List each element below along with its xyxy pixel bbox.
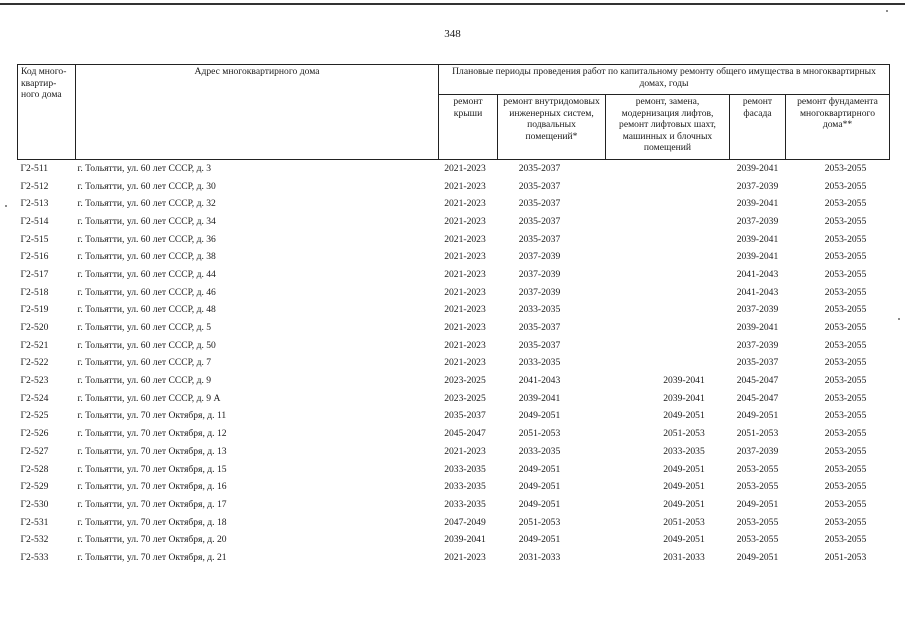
house-code-cell: Г2-514	[20, 215, 49, 227]
foundation-period-cell: 2053-2055	[824, 322, 867, 334]
address-cell: г. Тольятти, ул. 60 лет СССР, д. 9 А	[77, 392, 221, 404]
foundation-period-cell: 2053-2055	[824, 251, 867, 263]
table-row	[18, 425, 890, 443]
table-row	[18, 478, 890, 496]
roof-period-cell: 2035-2037	[444, 410, 486, 422]
roof-period-cell: 2021-2023	[444, 268, 486, 280]
lift-period-cell	[606, 160, 730, 178]
engineering-period-cell: 2049-2051	[518, 481, 561, 493]
scan-speck	[898, 318, 900, 320]
table-row	[18, 302, 890, 320]
facade-period-cell: 2045-2047	[736, 392, 779, 404]
roof-period-cell: 2033-2035	[444, 481, 486, 493]
foundation-period-cell: 2053-2055	[824, 304, 867, 316]
lift-period-cell: 2049-2051	[663, 463, 705, 475]
roof-period-cell: 2045-2047	[444, 428, 486, 440]
house-code-cell: Г2-519	[20, 304, 49, 316]
address-cell: г. Тольятти, ул. 70 лет Октября, д. 13	[77, 445, 227, 457]
engineering-period-cell: 2037-2039	[518, 268, 561, 280]
roof-period-cell: 2021-2023	[444, 215, 486, 227]
facade-period-cell: 2045-2047	[736, 375, 779, 387]
header-house-code: Код много-квартир-ного дома	[18, 65, 76, 160]
engineering-period-cell: 2035-2037	[518, 339, 561, 351]
foundation-period-cell: 2053-2055	[824, 463, 867, 475]
roof-period-cell: 2021-2023	[444, 445, 486, 457]
address-cell: г. Тольятти, ул. 60 лет СССР, д. 30	[77, 180, 216, 192]
table-row	[18, 178, 890, 196]
foundation-period-cell: 2053-2055	[824, 339, 867, 351]
engineering-period-cell: 2035-2037	[518, 233, 561, 245]
lift-period-cell	[606, 319, 730, 337]
facade-period-cell: 2041-2043	[736, 286, 779, 298]
engineering-period-cell: 2041-2043	[518, 375, 561, 387]
foundation-period-cell: 2053-2055	[824, 375, 867, 387]
roof-period-cell: 2023-2025	[444, 392, 486, 404]
house-code-cell: Г2-517	[20, 268, 49, 280]
facade-period-cell: 2039-2041	[736, 198, 779, 210]
address-cell: г. Тольятти, ул. 70 лет Октября, д. 12	[77, 428, 227, 440]
lift-period-cell: 2049-2051	[663, 410, 705, 422]
roof-period-cell: 2023-2025	[444, 375, 486, 387]
lift-period-cell	[606, 195, 730, 213]
address-cell: г. Тольятти, ул. 60 лет СССР, д. 36	[77, 233, 216, 245]
roof-period-cell: 2021-2023	[444, 339, 486, 351]
page-number: 348	[444, 28, 461, 40]
address-cell: г. Тольятти, ул. 70 лет Октября, д. 21	[77, 551, 227, 563]
header-engineering-systems-repair: ремонт внутридомовых инженерных систем, подвальных помещений*	[498, 95, 606, 160]
facade-period-cell: 2037-2039	[736, 339, 779, 351]
roof-period-cell: 2033-2035	[444, 463, 486, 475]
facade-period-cell: 2053-2055	[736, 534, 779, 546]
engineering-period-cell: 2035-2037	[518, 322, 561, 334]
lift-period-cell: 2051-2053	[663, 428, 705, 440]
house-code-cell: Г2-513	[20, 198, 49, 210]
table-row	[18, 514, 890, 532]
address-cell: г. Тольятти, ул. 60 лет СССР, д. 5	[77, 322, 212, 334]
scan-top-border-line	[0, 3, 905, 5]
house-code-cell: Г2-520	[20, 322, 49, 334]
lift-period-cell	[606, 302, 730, 320]
foundation-period-cell: 2053-2055	[824, 198, 867, 210]
foundation-period-cell: 2053-2055	[824, 286, 867, 298]
table-row	[18, 390, 890, 408]
engineering-period-cell: 2033-2035	[518, 304, 561, 316]
foundation-period-cell: 2053-2055	[824, 410, 867, 422]
facade-period-cell: 2041-2043	[736, 268, 779, 280]
roof-period-cell: 2033-2035	[444, 498, 486, 510]
house-code-cell: Г2-522	[20, 357, 49, 369]
house-code-cell: Г2-511	[20, 162, 49, 174]
facade-period-cell: 2039-2041	[736, 322, 779, 334]
address-cell: г. Тольятти, ул. 60 лет СССР, д. 38	[77, 251, 216, 263]
table-header	[18, 65, 890, 160]
facade-period-cell: 2053-2055	[736, 463, 779, 475]
house-code-cell: Г2-532	[20, 534, 49, 546]
address-cell: г. Тольятти, ул. 60 лет СССР, д. 50	[77, 339, 216, 351]
engineering-period-cell: 2049-2051	[518, 463, 561, 475]
facade-period-cell: 2053-2055	[736, 481, 779, 493]
facade-period-cell: 2049-2051	[736, 498, 779, 510]
table-row	[18, 531, 890, 549]
engineering-period-cell: 2049-2051	[518, 534, 561, 546]
address-cell: г. Тольятти, ул. 60 лет СССР, д. 7	[77, 357, 212, 369]
foundation-period-cell: 2053-2055	[824, 516, 867, 528]
foundation-period-cell: 2053-2055	[824, 268, 867, 280]
address-cell: г. Тольятти, ул. 60 лет СССР, д. 44	[77, 268, 216, 280]
table-row	[18, 195, 890, 213]
table-row	[18, 319, 890, 337]
lift-period-cell	[606, 248, 730, 266]
roof-period-cell: 2021-2023	[444, 357, 486, 369]
scan-speck	[5, 205, 7, 207]
engineering-period-cell: 2037-2039	[518, 286, 561, 298]
engineering-period-cell: 2035-2037	[518, 198, 561, 210]
table-row	[18, 231, 890, 249]
header-address: Адрес многоквартирного дома	[76, 65, 439, 160]
engineering-period-cell: 2049-2051	[518, 410, 561, 422]
foundation-period-cell: 2053-2055	[824, 428, 867, 440]
lift-period-cell	[606, 178, 730, 196]
house-code-cell: Г2-518	[20, 286, 49, 298]
table-row	[18, 355, 890, 373]
roof-period-cell: 2039-2041	[444, 534, 486, 546]
engineering-period-cell: 2033-2035	[518, 445, 561, 457]
foundation-period-cell: 2053-2055	[824, 233, 867, 245]
foundation-period-cell: 2053-2055	[824, 162, 867, 174]
table-row	[18, 372, 890, 390]
engineering-period-cell: 2035-2037	[518, 162, 561, 174]
house-code-cell: Г2-533	[20, 551, 49, 563]
house-code-cell: Г2-512	[20, 180, 49, 192]
address-cell: г. Тольятти, ул. 70 лет Октября, д. 20	[77, 534, 227, 546]
facade-period-cell: 2053-2055	[736, 516, 779, 528]
roof-period-cell: 2021-2023	[444, 233, 486, 245]
table-row	[18, 461, 890, 479]
roof-period-cell: 2021-2023	[444, 162, 486, 174]
foundation-period-cell: 2053-2055	[824, 445, 867, 457]
foundation-period-cell: 2053-2055	[824, 180, 867, 192]
facade-period-cell: 2051-2053	[736, 428, 779, 440]
house-code-cell: Г2-531	[20, 516, 49, 528]
address-cell: г. Тольятти, ул. 70 лет Октября, д. 11	[77, 410, 227, 422]
lift-period-cell: 2039-2041	[663, 375, 705, 387]
facade-period-cell: 2039-2041	[736, 251, 779, 263]
roof-period-cell: 2021-2023	[444, 198, 486, 210]
roof-period-cell: 2021-2023	[444, 180, 486, 192]
roof-period-cell: 2021-2023	[444, 251, 486, 263]
facade-period-cell: 2037-2039	[736, 215, 779, 227]
house-code-cell: Г2-516	[20, 251, 49, 263]
table-row	[18, 284, 890, 302]
lift-period-cell: 2049-2051	[663, 481, 705, 493]
engineering-period-cell: 2033-2035	[518, 357, 561, 369]
header-planned-periods: Плановые периоды проведения работ по капитальному ремонту общего имущества в многоквартирных домах, годы	[439, 65, 890, 95]
table-row	[18, 443, 890, 461]
engineering-period-cell: 2039-2041	[518, 392, 561, 404]
lift-period-cell	[606, 231, 730, 249]
foundation-period-cell: 2051-2053	[824, 551, 867, 563]
engineering-period-cell: 2037-2039	[518, 251, 561, 263]
lift-period-cell	[606, 266, 730, 284]
house-code-cell: Г2-525	[20, 410, 49, 422]
address-cell: г. Тольятти, ул. 60 лет СССР, д. 9	[77, 375, 212, 387]
facade-period-cell: 2037-2039	[736, 445, 779, 457]
lift-period-cell: 2051-2053	[663, 516, 705, 528]
lift-period-cell: 2031-2033	[663, 551, 705, 563]
header-roof-repair: ремонт крыши	[439, 95, 498, 160]
lift-period-cell: 2049-2051	[663, 498, 705, 510]
address-cell: г. Тольятти, ул. 60 лет СССР, д. 48	[77, 304, 216, 316]
table-row	[18, 549, 890, 567]
engineering-period-cell: 2035-2037	[518, 180, 561, 192]
address-cell: г. Тольятти, ул. 70 лет Октября, д. 18	[77, 516, 227, 528]
engineering-period-cell: 2049-2051	[518, 498, 561, 510]
house-code-cell: Г2-523	[20, 375, 49, 387]
facade-period-cell: 2037-2039	[736, 180, 779, 192]
foundation-period-cell: 2053-2055	[824, 357, 867, 369]
address-cell: г. Тольятти, ул. 60 лет СССР, д. 3	[77, 162, 212, 174]
lift-period-cell: 2039-2041	[663, 392, 705, 404]
header-foundation-repair: ремонт фундамента многоквартирного дома**	[786, 95, 890, 160]
house-code-cell: Г2-528	[20, 463, 49, 475]
table-body	[18, 160, 890, 567]
engineering-period-cell: 2051-2053	[518, 428, 561, 440]
lift-period-cell	[606, 213, 730, 231]
house-code-cell: Г2-526	[20, 428, 49, 440]
engineering-period-cell: 2051-2053	[518, 516, 561, 528]
house-code-cell: Г2-524	[20, 392, 49, 404]
facade-period-cell: 2049-2051	[736, 410, 779, 422]
roof-period-cell: 2047-2049	[444, 516, 486, 528]
table-row	[18, 496, 890, 514]
house-code-cell: Г2-521	[20, 339, 49, 351]
house-code-cell: Г2-530	[20, 498, 49, 510]
engineering-period-cell: 2031-2033	[518, 551, 561, 563]
address-cell: г. Тольятти, ул. 60 лет СССР, д. 46	[77, 286, 216, 298]
header-facade-repair: ремонт фасада	[730, 95, 786, 160]
table-row	[18, 408, 890, 426]
address-cell: г. Тольятти, ул. 70 лет Октября, д. 16	[77, 481, 227, 493]
house-code-cell: Г2-515	[20, 233, 49, 245]
lift-period-cell	[606, 355, 730, 373]
scan-speck	[886, 10, 888, 12]
engineering-period-cell: 2035-2037	[518, 215, 561, 227]
address-cell: г. Тольятти, ул. 70 лет Октября, д. 17	[77, 498, 227, 510]
lift-period-cell	[606, 337, 730, 355]
house-code-cell: Г2-527	[20, 445, 49, 457]
house-code-cell: Г2-529	[20, 481, 49, 493]
table-row	[18, 248, 890, 266]
roof-period-cell: 2021-2023	[444, 286, 486, 298]
table-row	[18, 213, 890, 231]
foundation-period-cell: 2053-2055	[824, 215, 867, 227]
table-row	[18, 337, 890, 355]
lift-period-cell: 2049-2051	[663, 534, 705, 546]
facade-period-cell: 2049-2051	[736, 551, 779, 563]
address-cell: г. Тольятти, ул. 70 лет Октября, д. 15	[77, 463, 227, 475]
foundation-period-cell: 2053-2055	[824, 498, 867, 510]
roof-period-cell: 2021-2023	[444, 322, 486, 334]
foundation-period-cell: 2053-2055	[824, 534, 867, 546]
lift-period-cell	[606, 284, 730, 302]
address-cell: г. Тольятти, ул. 60 лет СССР, д. 32	[77, 198, 216, 210]
header-lift-repair: ремонт, замена, модернизация лифтов, ремонт лифтовых шахт, машинных и блочных помещений	[606, 95, 730, 160]
facade-period-cell: 2039-2041	[736, 233, 779, 245]
foundation-period-cell: 2053-2055	[824, 481, 867, 493]
capital-repair-schedule-table	[17, 64, 890, 567]
table-row	[18, 160, 890, 178]
roof-period-cell: 2021-2023	[444, 304, 486, 316]
lift-period-cell: 2033-2035	[663, 445, 705, 457]
facade-period-cell: 2039-2041	[736, 162, 779, 174]
table-row	[18, 266, 890, 284]
roof-period-cell: 2021-2023	[444, 551, 486, 563]
facade-period-cell: 2037-2039	[736, 304, 779, 316]
address-cell: г. Тольятти, ул. 60 лет СССР, д. 34	[77, 215, 216, 227]
facade-period-cell: 2035-2037	[736, 357, 779, 369]
foundation-period-cell: 2053-2055	[824, 392, 867, 404]
